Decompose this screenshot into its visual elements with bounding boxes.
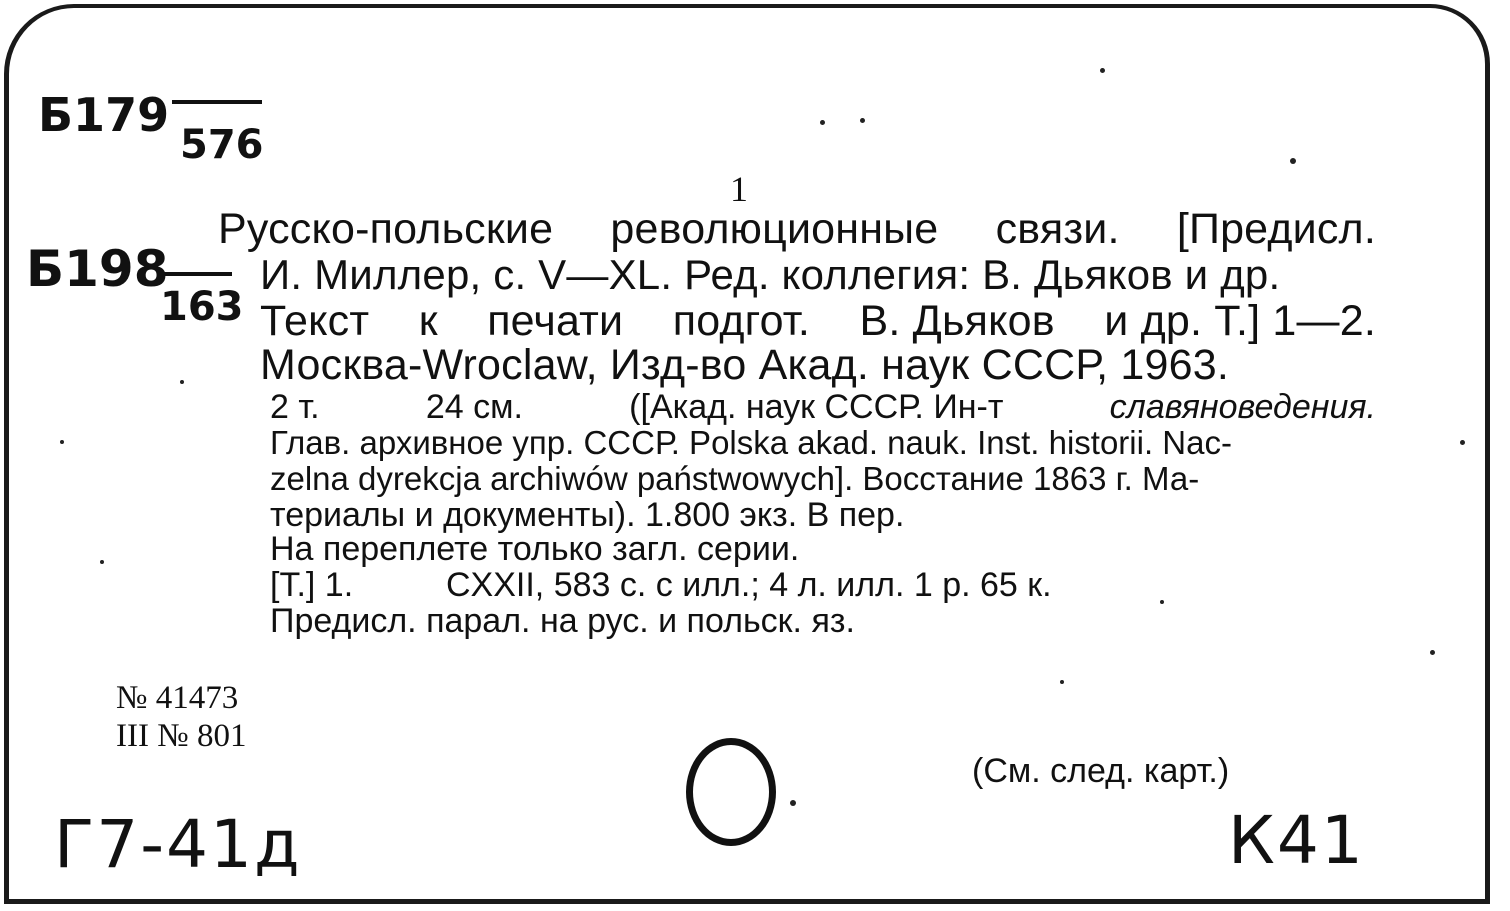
catalog-card-hole bbox=[686, 738, 776, 846]
card-sequence-number: 1 bbox=[730, 169, 748, 209]
shelfmark-top-fraction-line bbox=[172, 100, 262, 104]
accession-number-2: III № 801 bbox=[116, 718, 247, 754]
scan-speck bbox=[1460, 440, 1465, 445]
desc-part: славяноведения. bbox=[1109, 388, 1376, 426]
title-word: В. Дьяков bbox=[859, 297, 1055, 345]
note-line-2-volume: [Т.] 1. bbox=[270, 566, 354, 604]
title-word: Текст bbox=[260, 297, 370, 345]
shelfmark-mid-denominator: 163 bbox=[160, 284, 244, 330]
title-word: печати bbox=[487, 297, 624, 345]
scan-speck bbox=[860, 118, 865, 123]
title-line-4: Москва-Wroclaw, Изд-во Акад. наук СССР, 1963. bbox=[260, 341, 1230, 389]
description-line-1 bbox=[270, 388, 1376, 427]
description-line-4: териалы и документы). 1.800 экз. В пер. bbox=[270, 496, 905, 534]
scan-speck bbox=[100, 560, 104, 564]
title-word: связи. bbox=[995, 205, 1120, 253]
scan-speck bbox=[1160, 600, 1164, 604]
note-line-1: На переплете только загл. серии. bbox=[270, 530, 800, 568]
scan-speck bbox=[1060, 680, 1064, 684]
title-word: Русско-польские bbox=[218, 205, 554, 253]
title-word: [Предисл. bbox=[1176, 205, 1376, 253]
shelfmark-mid-fraction-line bbox=[160, 272, 232, 276]
shelfmark-mid-number: Б198 bbox=[26, 240, 169, 298]
shelfmark-top-denominator: 576 bbox=[180, 122, 264, 168]
description-line-3: zelna dyrekcja archiwów państwowych]. Восстание 1863 г. Ма- bbox=[270, 460, 1200, 497]
scan-speck bbox=[820, 120, 825, 125]
scan-speck bbox=[790, 800, 796, 806]
scan-speck bbox=[1290, 158, 1296, 164]
desc-part: 2 т. bbox=[270, 388, 320, 426]
desc-part: 24 см. bbox=[425, 388, 523, 426]
title-line-1 bbox=[218, 205, 1376, 254]
accession-number: № 41473 bbox=[116, 680, 239, 716]
title-line-2: И. Миллер, с. V—XL. Ред. коллегия: В. Дьяков и др. bbox=[260, 251, 1281, 298]
description-line-2: Глав. архивное упр. СССР. Polska akad. nauk. Inst. historii. Nac- bbox=[270, 424, 1232, 461]
scan-speck bbox=[180, 380, 184, 384]
handwritten-code-bottom-left: Г7-41д bbox=[54, 806, 302, 883]
title-word: подгот. bbox=[672, 297, 811, 345]
title-word: революционные bbox=[610, 205, 939, 253]
title-word: и др. Т.] 1—2. bbox=[1104, 297, 1376, 345]
scan-speck bbox=[1100, 68, 1105, 73]
note-line-2-pages: CXXII, 583 с. с илл.; 4 л. илл. 1 р. 65 к. bbox=[446, 566, 1052, 604]
scan-speck bbox=[1430, 650, 1435, 655]
title-word: к bbox=[418, 297, 438, 345]
note-line-3: Предисл. парал. на рус. и польск. яз. bbox=[270, 602, 855, 640]
continued-note: (См. след. карт.) bbox=[972, 752, 1230, 790]
desc-part: ([Акад. наук СССР. Ин-т bbox=[629, 388, 1004, 426]
handwritten-code-bottom-right: К41 bbox=[1228, 802, 1365, 879]
shelfmark-top-number: Б179 bbox=[38, 88, 170, 142]
title-line-3 bbox=[260, 297, 1376, 346]
scan-speck bbox=[60, 440, 64, 444]
